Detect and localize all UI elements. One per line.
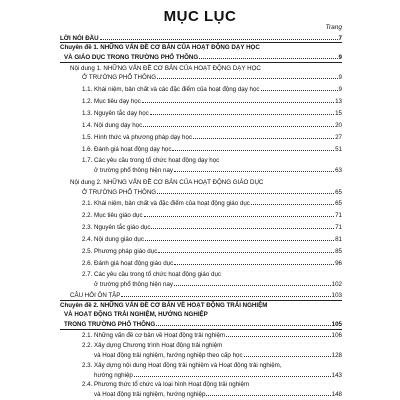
toc-entry[interactable] — [94, 166, 342, 175]
page-title: MỤC LỤC — [163, 8, 237, 25]
toc-entry-label: 2.5. Phương pháp giáo dục — [82, 248, 158, 255]
toc-entry[interactable] — [82, 223, 342, 232]
dot-leader — [244, 351, 331, 357]
toc-chapter-2-title[interactable]: Chuyên đề 2. NHỮNG VẤN ĐỀ CƠ BẢN VỀ HOẠT ĐỘNG TRẢI NGHIỆM — [60, 302, 268, 309]
toc-entry-label: Ở TRƯỜNG PHỔ THÔNG — [82, 74, 157, 81]
toc-entry-label: hướng nghiệp — [94, 372, 133, 379]
dot-leader — [143, 121, 334, 127]
toc-entry-label: và Hoạt động trải nghiệm, hướng nghiệp theo cấp học — [94, 352, 243, 359]
dot-leader — [142, 97, 334, 103]
toc-entry[interactable] — [94, 390, 342, 399]
toc-entry[interactable] — [82, 85, 342, 94]
toc-entry[interactable] — [82, 211, 342, 220]
divider — [60, 42, 342, 43]
toc-entry-page: 13 — [335, 98, 342, 105]
toc-entry-page: 128 — [331, 352, 342, 359]
toc-entry-title[interactable]: 2.7. Các yêu cầu trong tổ chức hoạt động giáo dục — [82, 271, 221, 278]
dot-leader — [174, 280, 331, 286]
toc-entry-label: 1.4. Nội dung dạy học — [82, 122, 143, 129]
toc-entry-page: 81 — [335, 236, 342, 243]
dot-leader — [158, 247, 334, 253]
toc-entry-page: 85 — [335, 248, 342, 255]
dot-leader — [157, 188, 334, 194]
dot-leader — [100, 34, 338, 40]
dot-leader — [226, 331, 331, 337]
toc-chapter-1-title[interactable]: Chuyên đề 1. NHỮNG VẤN ĐỀ CƠ BẢN CỦA HOẠT ĐỘNG DẠY HỌC — [60, 44, 260, 51]
toc-content-1[interactable] — [82, 73, 342, 82]
toc-entry-label: TRONG TRƯỜNG PHỔ THÔNG — [64, 321, 156, 328]
toc-entry[interactable] — [94, 371, 342, 380]
toc-content-1-title[interactable]: Nội dung 1. NHỮNG VẤN ĐỀ CƠ BẢN CỦA HOẠT ĐỘNG DẠY HỌC — [70, 65, 261, 72]
toc-entry-label: ở trường phổ thông hiện nay — [94, 167, 173, 174]
dot-leader — [193, 133, 334, 139]
toc-entry[interactable] — [82, 97, 342, 106]
toc-entry[interactable] — [82, 133, 342, 142]
toc-entry-review[interactable] — [70, 291, 342, 300]
toc-entry-page: 9 — [338, 86, 342, 93]
toc-entry-label: 1.3. Nguyên tắc dạy học — [82, 110, 149, 117]
toc-entry-page: 7 — [338, 35, 342, 42]
toc-entry-page: 9 — [338, 74, 342, 81]
toc-entry-page: 103 — [331, 292, 342, 299]
toc-entry-page: 27 — [335, 134, 342, 141]
toc-entry[interactable] — [82, 199, 342, 208]
toc-entry-page: 9 — [338, 54, 342, 61]
toc-entry-page: 102 — [331, 281, 342, 288]
toc-entry-label: 1.6. Đánh giá hoạt động dạy học — [82, 146, 172, 153]
divider — [60, 329, 342, 330]
page-column-label: Trang — [325, 24, 342, 31]
toc-entry[interactable] — [94, 351, 342, 360]
dot-leader — [251, 199, 334, 205]
toc-entry-label: 2.2. Mục tiêu giáo dục — [82, 212, 143, 219]
toc-entry-label: 1.1. Khái niệm, bản chất và các đặc điểm của hoạt động dạy học — [82, 86, 260, 93]
toc-entry-page: 65 — [335, 189, 342, 196]
toc-entry[interactable] — [82, 247, 342, 256]
dot-leader — [144, 211, 335, 217]
toc-content-2-title[interactable]: Nội dung 2. NHỮNG VẤN ĐỀ CƠ BẢN CỦA HOẠT ĐỘNG GIÁO DỤC — [70, 179, 264, 186]
toc-entry[interactable] — [82, 145, 342, 154]
toc-entry-label: CÂU HỎI ÔN TẬP — [70, 292, 121, 299]
toc-entry[interactable] — [82, 121, 342, 130]
toc-entry[interactable] — [82, 109, 342, 118]
toc-entry-page: 105 — [331, 321, 342, 328]
toc-entry-page: 20 — [335, 122, 342, 129]
toc-chapter-1[interactable] — [64, 53, 342, 62]
dot-leader — [156, 320, 330, 326]
toc-entry-label: 2.3. Nguyên tắc giáo dục — [82, 224, 151, 231]
toc-entry-label: LỜI NÓI ĐẦU — [60, 35, 99, 42]
toc-entry-label: VÀ GIÁO DỤC TRONG TRƯỜNG PHỔ THÔNG — [64, 54, 199, 61]
dot-leader — [150, 109, 334, 115]
toc-entry[interactable] — [94, 280, 342, 289]
dot-leader — [121, 291, 330, 297]
dot-leader — [206, 390, 330, 396]
dot-leader — [172, 145, 334, 151]
toc-entry-page: 65 — [335, 200, 342, 207]
dot-leader — [174, 166, 334, 172]
dot-leader — [134, 371, 331, 377]
toc-entry-title[interactable]: 2.3. Xây dựng nội dung Hoạt động trải nghiệm và Hoạt động trải nghiệm, — [82, 362, 282, 369]
toc-entry[interactable] — [82, 331, 342, 340]
toc-entry-label: 2.1. Khái niệm, bản chất và đặc điểm của hoạt động giáo dục — [82, 200, 250, 207]
dot-leader — [145, 235, 334, 241]
toc-entry-page: 143 — [331, 372, 342, 379]
toc-entry-label: 1.5. Hình thức và phương pháp dạy học — [82, 134, 193, 141]
toc-entry-label: 1.2. Mục tiêu dạy học — [82, 98, 141, 105]
toc-entry[interactable] — [82, 259, 342, 268]
toc-entry-page: 51 — [335, 146, 342, 153]
toc-entry-page: 96 — [335, 260, 342, 267]
toc-entry-page: 15 — [335, 110, 342, 117]
divider — [60, 62, 342, 63]
dot-leader — [174, 259, 334, 265]
toc-chapter-2[interactable] — [64, 320, 342, 329]
toc-entry-title[interactable]: 2.2. Xây dựng Chương trình Hoạt động trải nghiệm — [82, 342, 223, 349]
toc-entry-page: 63 — [335, 167, 342, 174]
toc-entry-page: 71 — [335, 224, 342, 231]
toc-entry-label: 2.6. Đánh giá hoạt động giáo dục — [82, 260, 174, 267]
toc-entry-label: và Hoạt động trải nghiệm, hướng nghiệp — [94, 391, 206, 398]
toc-entry-label: 2.1. Những vấn đề cơ bản về Hoạt động trải nghiệm — [82, 332, 226, 339]
dot-leader — [151, 223, 334, 229]
toc-entry-page: 106 — [331, 332, 342, 339]
toc-entry-page: 148 — [331, 391, 342, 398]
toc-entry-label: Ở TRƯỜNG PHỔ THÔNG — [82, 189, 157, 196]
toc-entry-title[interactable]: 1.7. Các yêu cầu trong tổ chức hoạt động dạy học — [82, 157, 220, 164]
toc-entry-label: ở trường phổ thông hiện nay — [94, 281, 173, 288]
dot-leader — [157, 73, 337, 79]
dot-leader — [261, 85, 338, 91]
toc-entry-title[interactable]: 2.4. Phương thức tổ chức và loại hình Hoạt động trải nghiệm — [82, 381, 250, 388]
toc-entry-page: 71 — [335, 212, 342, 219]
toc-chapter-2-subtitle[interactable]: VÀ HOẠT ĐỘNG TRẢI NGHIỆM, HƯỚNG NGHIỆP — [64, 311, 208, 318]
toc-content-2[interactable] — [82, 188, 342, 197]
toc-entry[interactable] — [82, 235, 342, 244]
dot-leader — [199, 53, 337, 59]
toc-entry-label: 2.4. Nội dung giáo dục — [82, 236, 144, 243]
divider — [60, 300, 342, 301]
